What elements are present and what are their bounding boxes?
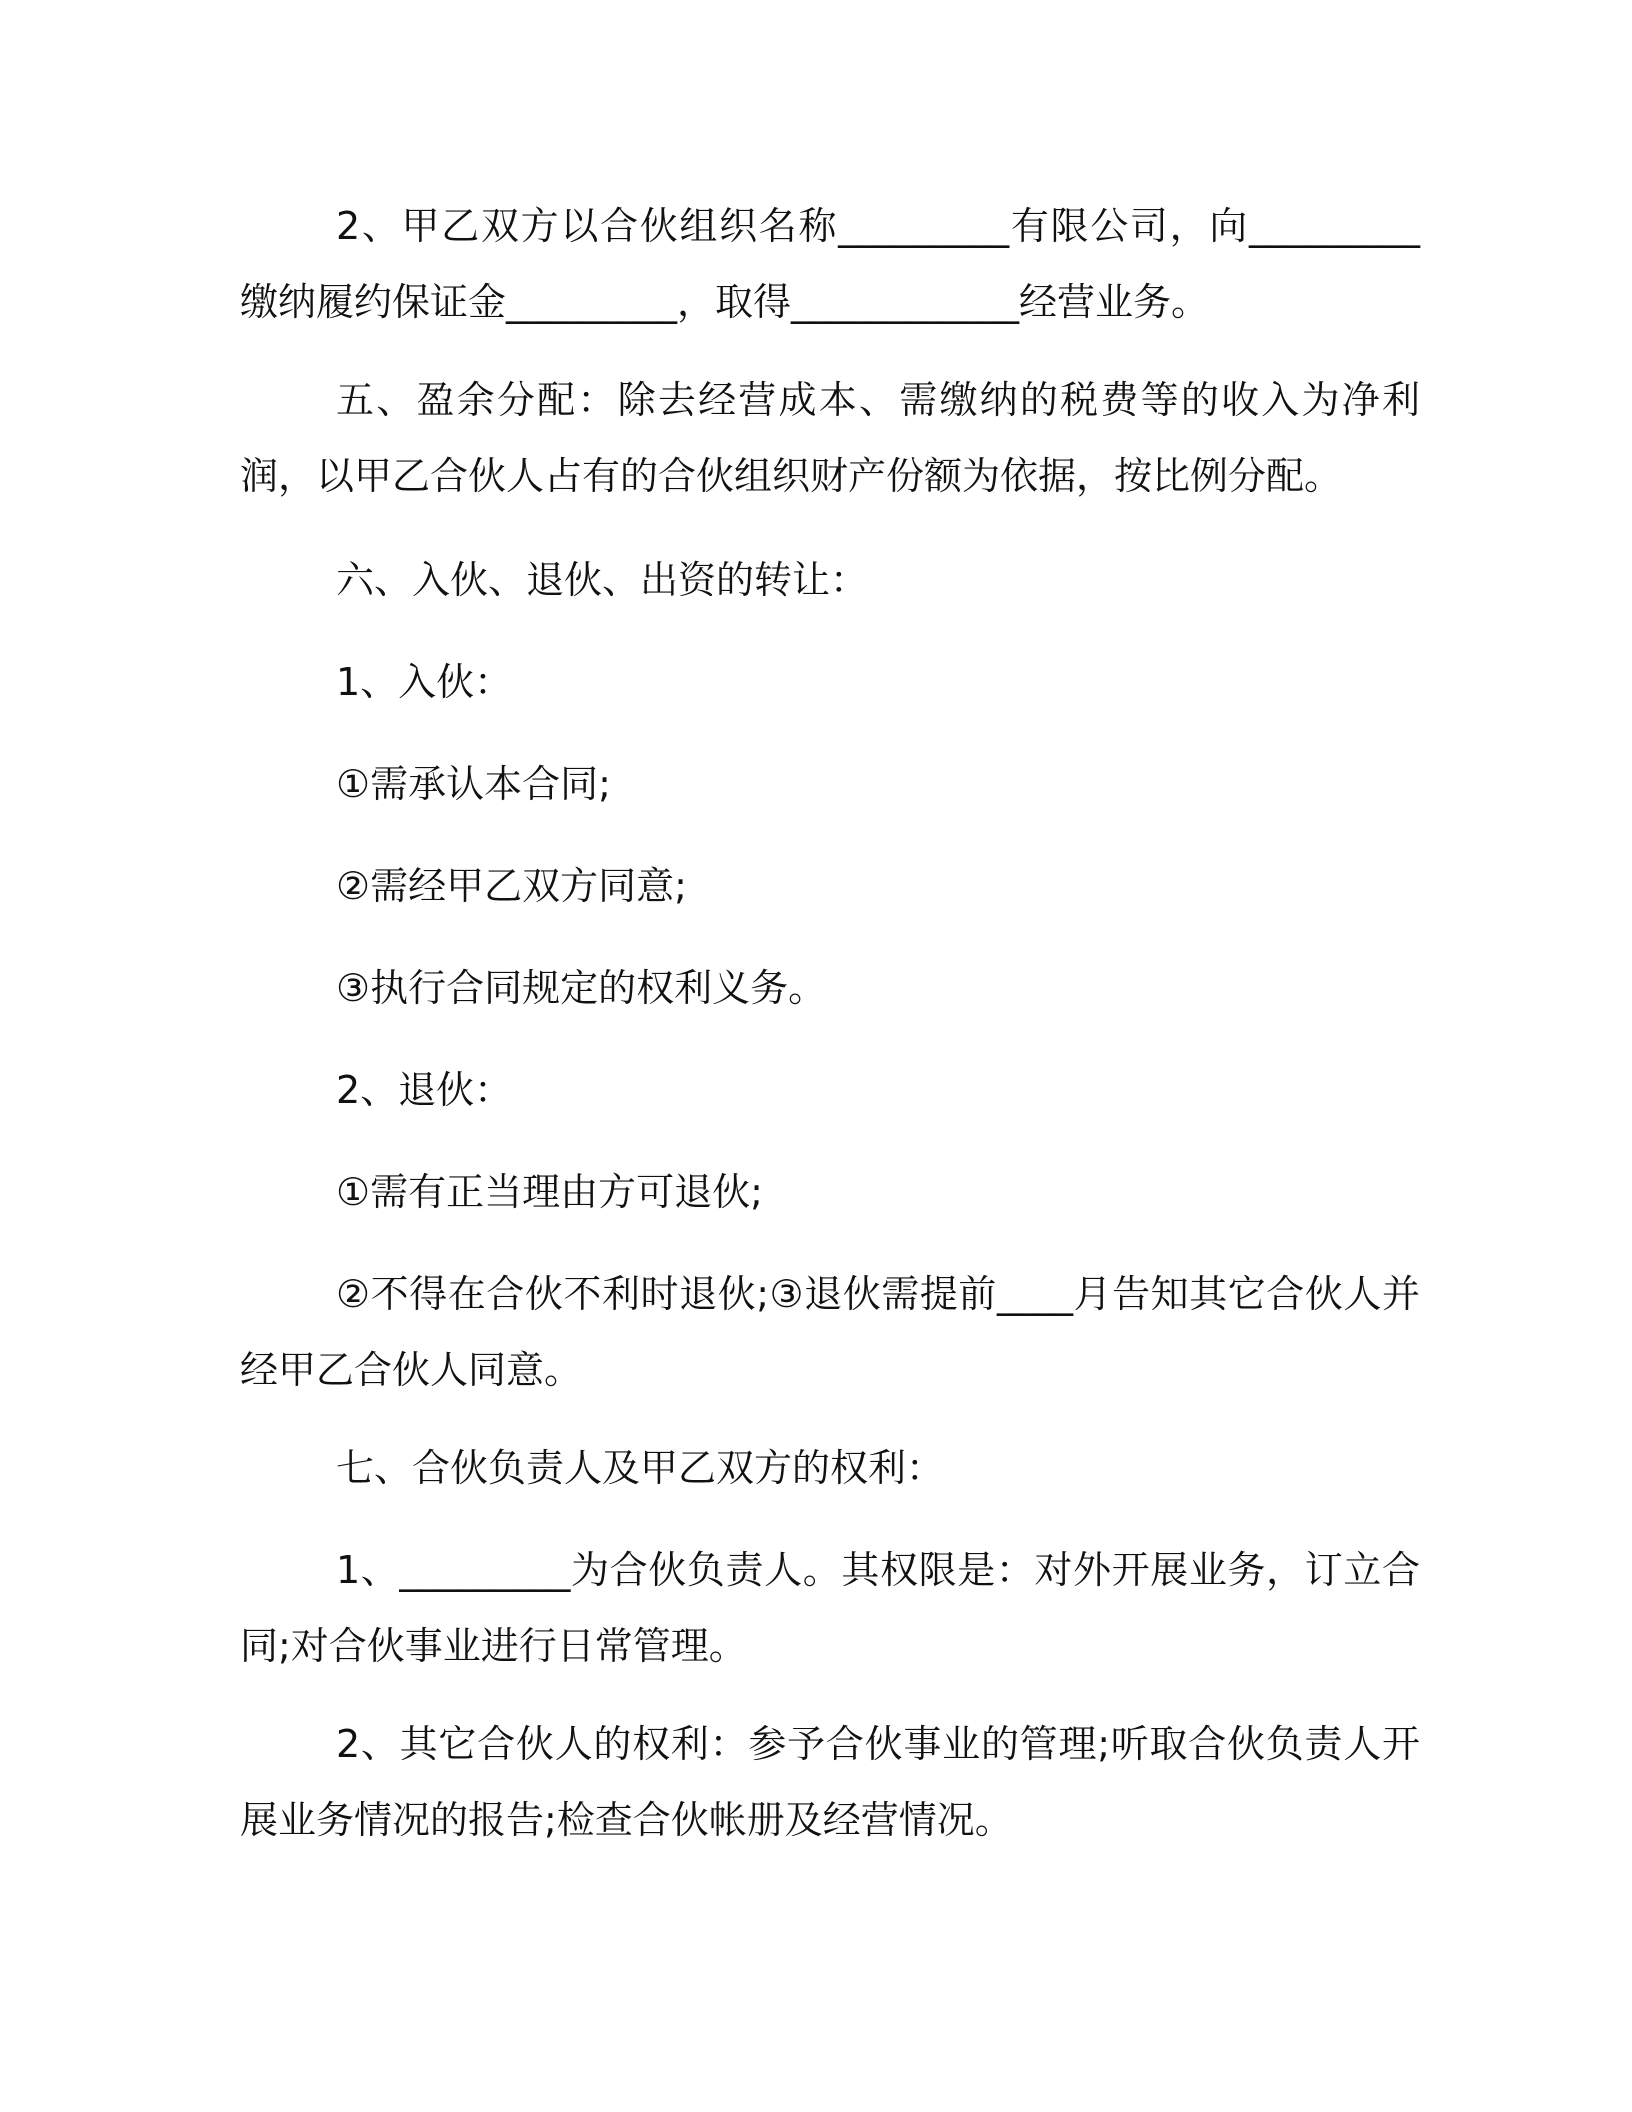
list-item-joining-2: ②需经甲乙双方同意; [336,864,687,908]
list-item-joining-1: ①需承认本合同; [336,762,611,806]
paragraph-profit-distribution: 五、盈余分配：除去经营成本、需缴纳的税费等的收入为净利润，以甲乙合伙人占有的合伙组织财产份额为依据，按比例分配。 [240,378,1420,498]
heading-joining: 1、入伙： [336,660,513,704]
paragraph-deposit-clause: 2、甲乙双方以合伙组织名称_________有限公司，向_________缴纳履约保证金_________，取得____________经营业务。 [240,204,1420,324]
heading-section-six: 六、入伙、退伙、出资的转让： [336,558,869,602]
heading-withdrawal: 2、退伙： [336,1068,513,1112]
list-item-joining-3: ③执行合同规定的权利义务。 [336,966,827,1010]
heading-section-seven: 七、合伙负责人及甲乙双方的权利： [336,1446,945,1490]
paragraph-partner-in-charge: 1、_________为合伙负责人。其权限是：对外开展业务，订立合同;对合伙事业进行日常管理。 [240,1548,1420,1668]
list-item-withdrawal-1: ①需有正当理由方可退伙; [336,1170,763,1214]
list-item-withdrawal-2-3: ②不得在合伙不利时退伙;③退伙需提前____月告知其它合伙人并经甲乙合伙人同意。 [240,1272,1420,1392]
paragraph-other-partner-rights: 2、其它合伙人的权利：参予合伙事业的管理;听取合伙负责人开展业务情况的报告;检查合伙帐册及经营情况。 [240,1722,1420,1842]
